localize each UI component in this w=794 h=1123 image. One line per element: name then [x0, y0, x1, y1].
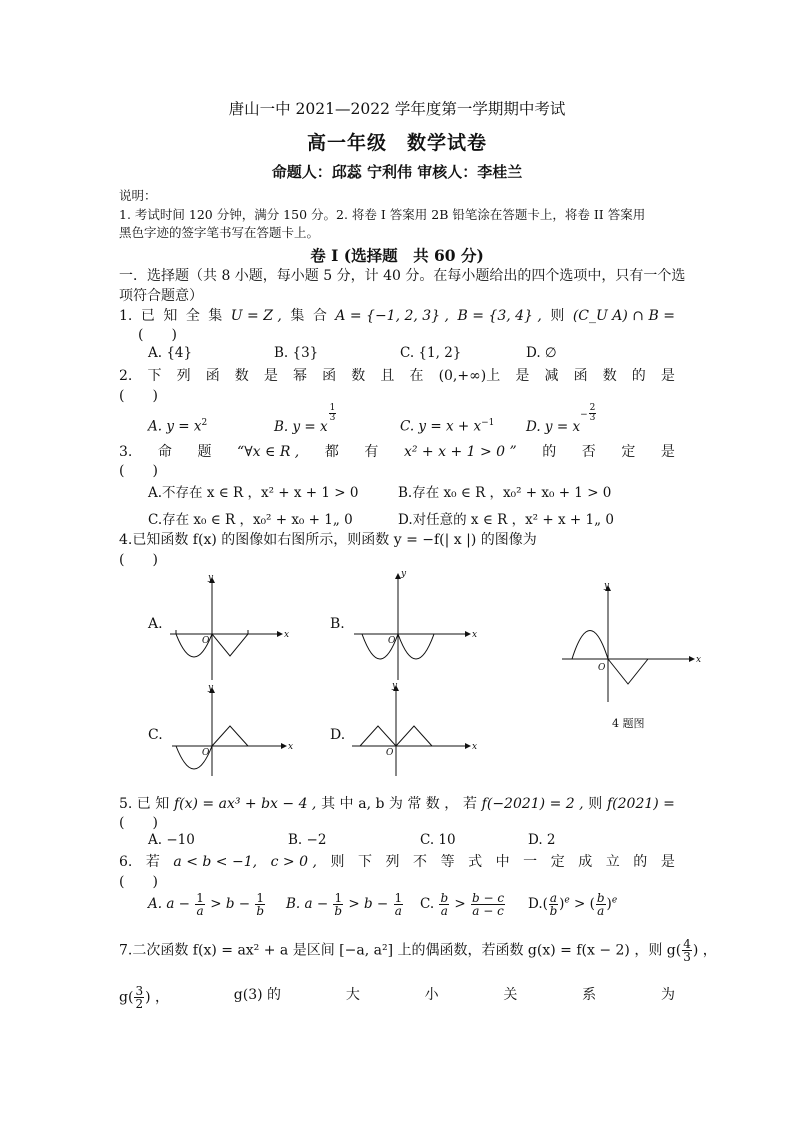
q6-part: 的: [633, 854, 648, 870]
numerator: 1: [334, 891, 343, 905]
question-2-paren: ( ): [119, 388, 158, 404]
q6-option-a: [148, 892, 266, 917]
numerator: a: [549, 891, 558, 905]
ref-x-label: x: [696, 655, 702, 665]
exponent: e: [611, 895, 618, 906]
numerator: b − c: [472, 891, 505, 905]
denominator: b: [334, 904, 343, 918]
graph-a-curve-right: [212, 634, 248, 656]
q2-part: 函: [205, 368, 220, 384]
denominator: a: [196, 904, 204, 918]
q6-part: 立: [605, 854, 620, 870]
q6-c-frac-1: [439, 892, 449, 917]
question-1-stem: [119, 306, 675, 326]
q6-c-text: C.: [420, 896, 435, 912]
q1-option-b: B. {3}: [274, 345, 319, 361]
q2-option-c-exp: −1: [481, 418, 495, 428]
q5-option-b: B. −2: [288, 832, 327, 848]
numerator: 1: [394, 891, 403, 905]
q6-b-frac-1: [333, 892, 343, 917]
q6-c-frac-2: [471, 892, 505, 917]
q1-part: 则: [550, 308, 565, 324]
ref-origin: O: [598, 663, 606, 673]
ref-y-label: y: [604, 581, 610, 591]
q7-text: 7.二次函数 f(x) = ax² + a 是区间 [−a, a²] 上的偶函数，若函数 g(x) = f(x − 2) ，则 g(: [119, 942, 682, 959]
q6-c-text-2: >: [454, 896, 466, 912]
question-4-stem: 4.已知函数 f(x) 的图像如右图所示，则函数 y = −f(| x |) 的图像为: [119, 532, 537, 548]
q2-part: 且: [380, 368, 395, 384]
q2-option-a-exp: 2: [201, 418, 208, 428]
q3-option-a: A.不存在 x ∈ R ，x² + x + 1 > 0: [148, 485, 359, 501]
question-2-stem: [119, 366, 675, 386]
q4-option-a-label: A.: [148, 616, 163, 632]
question-7-line-1: [119, 938, 717, 963]
q1-part: U = Z ,: [230, 308, 282, 324]
q2-part: 2.: [119, 368, 133, 384]
numerator: 3: [135, 984, 144, 998]
q2-part: 是: [263, 368, 278, 384]
q7-part: 小: [424, 987, 439, 1003]
question-4-paren: ( ): [119, 552, 158, 568]
q2-part: 幂: [293, 368, 308, 384]
q6-a-frac-2: [255, 892, 265, 917]
exam-title: 高一年级 数学试卷: [306, 132, 487, 154]
q2-part: 函: [322, 368, 337, 384]
q2-part: 减: [544, 368, 559, 384]
section-intro-2: 项符合题意）: [119, 288, 203, 304]
q2-option-d-exp: [589, 404, 597, 423]
exp-numerator: 1: [329, 403, 336, 413]
q7-part: g(: [119, 989, 134, 1006]
q1-part: (C_U A) ∩ B =: [572, 308, 675, 324]
section-title: 卷 I (选择题 共 60 分): [310, 246, 484, 265]
q2-part: 数: [602, 368, 617, 384]
q6-part: c > 0 ,: [270, 854, 317, 870]
denominator: a: [394, 904, 402, 918]
school-title: 唐山一中 2021—2022 学年度第一学期期中考试: [228, 100, 566, 118]
exam-authors: 命题人：邱蕊 宁利伟 审核人：李桂兰: [271, 163, 523, 181]
q5-part: 5. 已 知: [119, 796, 170, 812]
notes-line-2: 黑色字迹的签字笔书写在答题卡上。: [119, 225, 320, 240]
question-1-paren: ( ): [138, 327, 177, 343]
q7-part: 关: [503, 987, 518, 1003]
q7-text-2: ) ，: [692, 942, 717, 959]
q1-part: B = {3, 4} ,: [457, 308, 542, 324]
q3-part: “∀x ∈ R ,: [237, 444, 300, 460]
graph-d: [352, 686, 470, 776]
q6-part: 定: [550, 854, 565, 870]
denominator: a − c: [472, 904, 504, 918]
ref-curve-right: [608, 659, 648, 684]
denominator: a: [597, 904, 605, 918]
q6-option-b: [286, 892, 404, 917]
q6-part: 则: [330, 854, 345, 870]
q6-part: 一: [523, 854, 538, 870]
q3-option-b: B.存在 x₀ ∈ R ，x₀² + x₀ + 1 > 0: [398, 485, 612, 501]
q6-d-text: D.: [528, 896, 543, 912]
exp-numerator: 2: [589, 403, 596, 413]
graph-b: [354, 574, 470, 680]
question-3-paren: ( ): [119, 463, 158, 479]
q6-part: 中: [495, 854, 510, 870]
q2-option-a: [148, 418, 207, 435]
exp-denominator: 3: [589, 413, 596, 423]
question-3-stem: [119, 442, 675, 462]
q2-option-d-sign: −: [580, 410, 588, 420]
graph-b-curve-right: [398, 634, 434, 659]
q7-part: 系: [582, 987, 597, 1003]
denominator: 3: [683, 950, 691, 964]
q5-option-d: D. 2: [528, 832, 556, 848]
q6-b-text-2: > b −: [348, 896, 389, 912]
q3-part: 是: [660, 444, 675, 460]
q3-part: 都: [324, 444, 339, 460]
numerator: 1: [256, 891, 265, 905]
graph-b-x-label: x: [472, 630, 478, 640]
q2-option-c-base: C. y = x + x: [400, 418, 482, 435]
q1-option-d: D. ∅: [526, 345, 557, 361]
q2-option-c: [400, 418, 494, 435]
notes-label: 说明：: [119, 188, 157, 203]
denominator: b: [549, 904, 558, 918]
question-7-line-2: [119, 985, 675, 1010]
q1-part: 集: [290, 308, 305, 324]
q5-part: f(−2021) = 2 ,: [481, 796, 584, 812]
q6-option-d: D.( $\frac{a}{b}$ )$^e$ > ( $\frac{b}{a}$ )$^e$: [528, 891, 618, 918]
q6-d-text-2: >: [573, 896, 586, 912]
graph-a-x-label: x: [284, 630, 290, 640]
q6-b-text: B. a −: [286, 896, 329, 912]
q3-part: 命: [157, 444, 172, 460]
graph-a-y-label: y: [208, 573, 214, 583]
q7-frac-3-2: [134, 985, 144, 1010]
q1-option-a: A. {4}: [148, 345, 193, 361]
q2-part: 列: [176, 368, 191, 384]
graph-a-origin: O: [202, 636, 210, 646]
q6-part: 成: [578, 854, 593, 870]
graph-b-origin: O: [388, 636, 396, 646]
graph-d-y-label: y: [392, 681, 398, 691]
denominator: 2: [135, 997, 144, 1011]
q7-frac-4-3: [682, 938, 692, 963]
q6-part: 若: [145, 854, 160, 870]
q6-part: 不: [413, 854, 428, 870]
graph-b-y-label: y: [401, 569, 407, 579]
q2-part: 是: [515, 368, 530, 384]
q1-part: A = {−1, 2, 3} ,: [335, 308, 450, 324]
q5-option-c: C. 10: [420, 832, 456, 848]
q3-part: 题: [197, 444, 212, 460]
q2-option-d-base: D. y = x: [526, 419, 581, 435]
graph-c-x-label: x: [288, 742, 294, 752]
q3-part: 3.: [119, 444, 133, 460]
q6-a-text: A. a −: [148, 896, 190, 912]
q5-part: f(2021) =: [606, 796, 675, 812]
q3-part: 否: [581, 444, 596, 460]
ref-curve-left: [572, 631, 608, 660]
q6-d-frac-1: [549, 892, 558, 917]
q6-part: 下: [357, 854, 372, 870]
q6-d-frac-2: [596, 892, 606, 917]
q2-part: 函: [573, 368, 588, 384]
q1-part: 全: [185, 308, 200, 324]
q2-option-b-exp: [329, 404, 337, 423]
q2-part: 是: [660, 368, 675, 384]
q6-part: 6.: [119, 854, 133, 870]
graph-c-curve-right: [212, 726, 248, 746]
q7-part: 为: [660, 987, 675, 1003]
graph-c-origin: O: [202, 748, 210, 758]
q1-part: 1.: [119, 308, 133, 324]
q1-part: 已: [140, 308, 155, 324]
q2-option-b-base: B. y = x: [274, 419, 328, 435]
q6-a-text-2: > b −: [210, 896, 251, 912]
q4-option-b-label: B.: [330, 616, 345, 632]
question-5-stem: [119, 794, 675, 814]
numerator: b: [596, 891, 605, 905]
q3-part: 定: [621, 444, 636, 460]
q6-part: 列: [385, 854, 400, 870]
question-6-stem: [119, 852, 675, 872]
q6-a-frac-1: [195, 892, 205, 917]
q3-part: 的: [542, 444, 557, 460]
q5-option-a: A. −10: [148, 832, 195, 848]
q2-part: 的: [631, 368, 646, 384]
graph-d-x-label: x: [472, 742, 478, 752]
q2-part: 在: [409, 368, 424, 384]
q7-part: g(3) 的: [233, 987, 282, 1003]
question-6-paren: ( ): [119, 874, 158, 890]
q6-part: 式: [468, 854, 483, 870]
q3-option-d: D.对任意的 x ∈ R ，x² + x + 1„ 0: [398, 512, 614, 528]
q2-part: (0,+∞)上: [438, 368, 501, 384]
notes-line-1: 1. 考试时间 120 分钟，满分 150 分。2. 将卷 I 答案用 2B 铅笔涂在答题卡上，将卷 II 答案用: [119, 207, 646, 222]
numerator: b: [440, 891, 449, 905]
q4-option-d-label: D.: [330, 727, 346, 743]
q5-part: 若: [462, 796, 477, 812]
denominator: b: [256, 904, 265, 918]
q2-option-b: [274, 403, 337, 437]
q2-option-d: [526, 403, 597, 437]
q5-part: a, b 为 常 数 ，: [358, 796, 459, 812]
q2-option-a-base: A. y = x: [148, 418, 202, 435]
graph-c: [172, 688, 286, 776]
exponent: e: [564, 895, 570, 906]
graph-a: [170, 578, 282, 680]
q3-option-c: C.存在 x₀ ∈ R ，x₀² + x₀ + 1„ 0: [148, 512, 353, 528]
q1-option-c: C. {1, 2}: [400, 345, 462, 361]
question-5-paren: ( ): [119, 815, 158, 831]
graph-c-y-label: y: [208, 683, 214, 693]
q6-part: 是: [660, 854, 675, 870]
q5-part: 其 中: [321, 796, 354, 812]
numerator: 4: [683, 937, 691, 951]
section-intro-1: 一．选择题（共 8 小题，每小题 5 分，计 40 分。在每小题给出的四个选项中，只有一个选: [119, 268, 686, 284]
q6-option-c: [420, 892, 506, 917]
graph-d-origin: O: [386, 748, 394, 758]
q1-part: 知: [163, 308, 178, 324]
exp-denominator: 3: [329, 413, 336, 423]
q6-b-frac-2: [394, 892, 404, 917]
denominator: a: [440, 904, 448, 918]
q5-part: 则: [588, 796, 603, 812]
q4-figure-caption: 4 题图: [612, 717, 645, 730]
q3-part: 有: [364, 444, 379, 460]
q7-part: ) ，: [145, 989, 169, 1006]
q4-option-c-label: C.: [148, 727, 163, 743]
q1-part: 合: [312, 308, 327, 324]
numerator: 1: [196, 891, 204, 905]
q2-part: 下: [147, 368, 162, 384]
q2-part: 数: [351, 368, 366, 384]
q6-part: 等: [440, 854, 455, 870]
q3-part: x² + x + 1 > 0 ”: [403, 444, 517, 460]
q4-graphs: [0, 560, 794, 780]
q4-reference-figure: [562, 586, 694, 702]
q6-part: a < b < −1,: [173, 854, 258, 870]
q2-part: 数: [234, 368, 249, 384]
q7-part: 大: [345, 987, 360, 1003]
q1-part: 集: [208, 308, 223, 324]
q5-part: f(x) = ax³ + bx − 4 ,: [173, 796, 317, 812]
q7-g-frac: [119, 985, 169, 1010]
